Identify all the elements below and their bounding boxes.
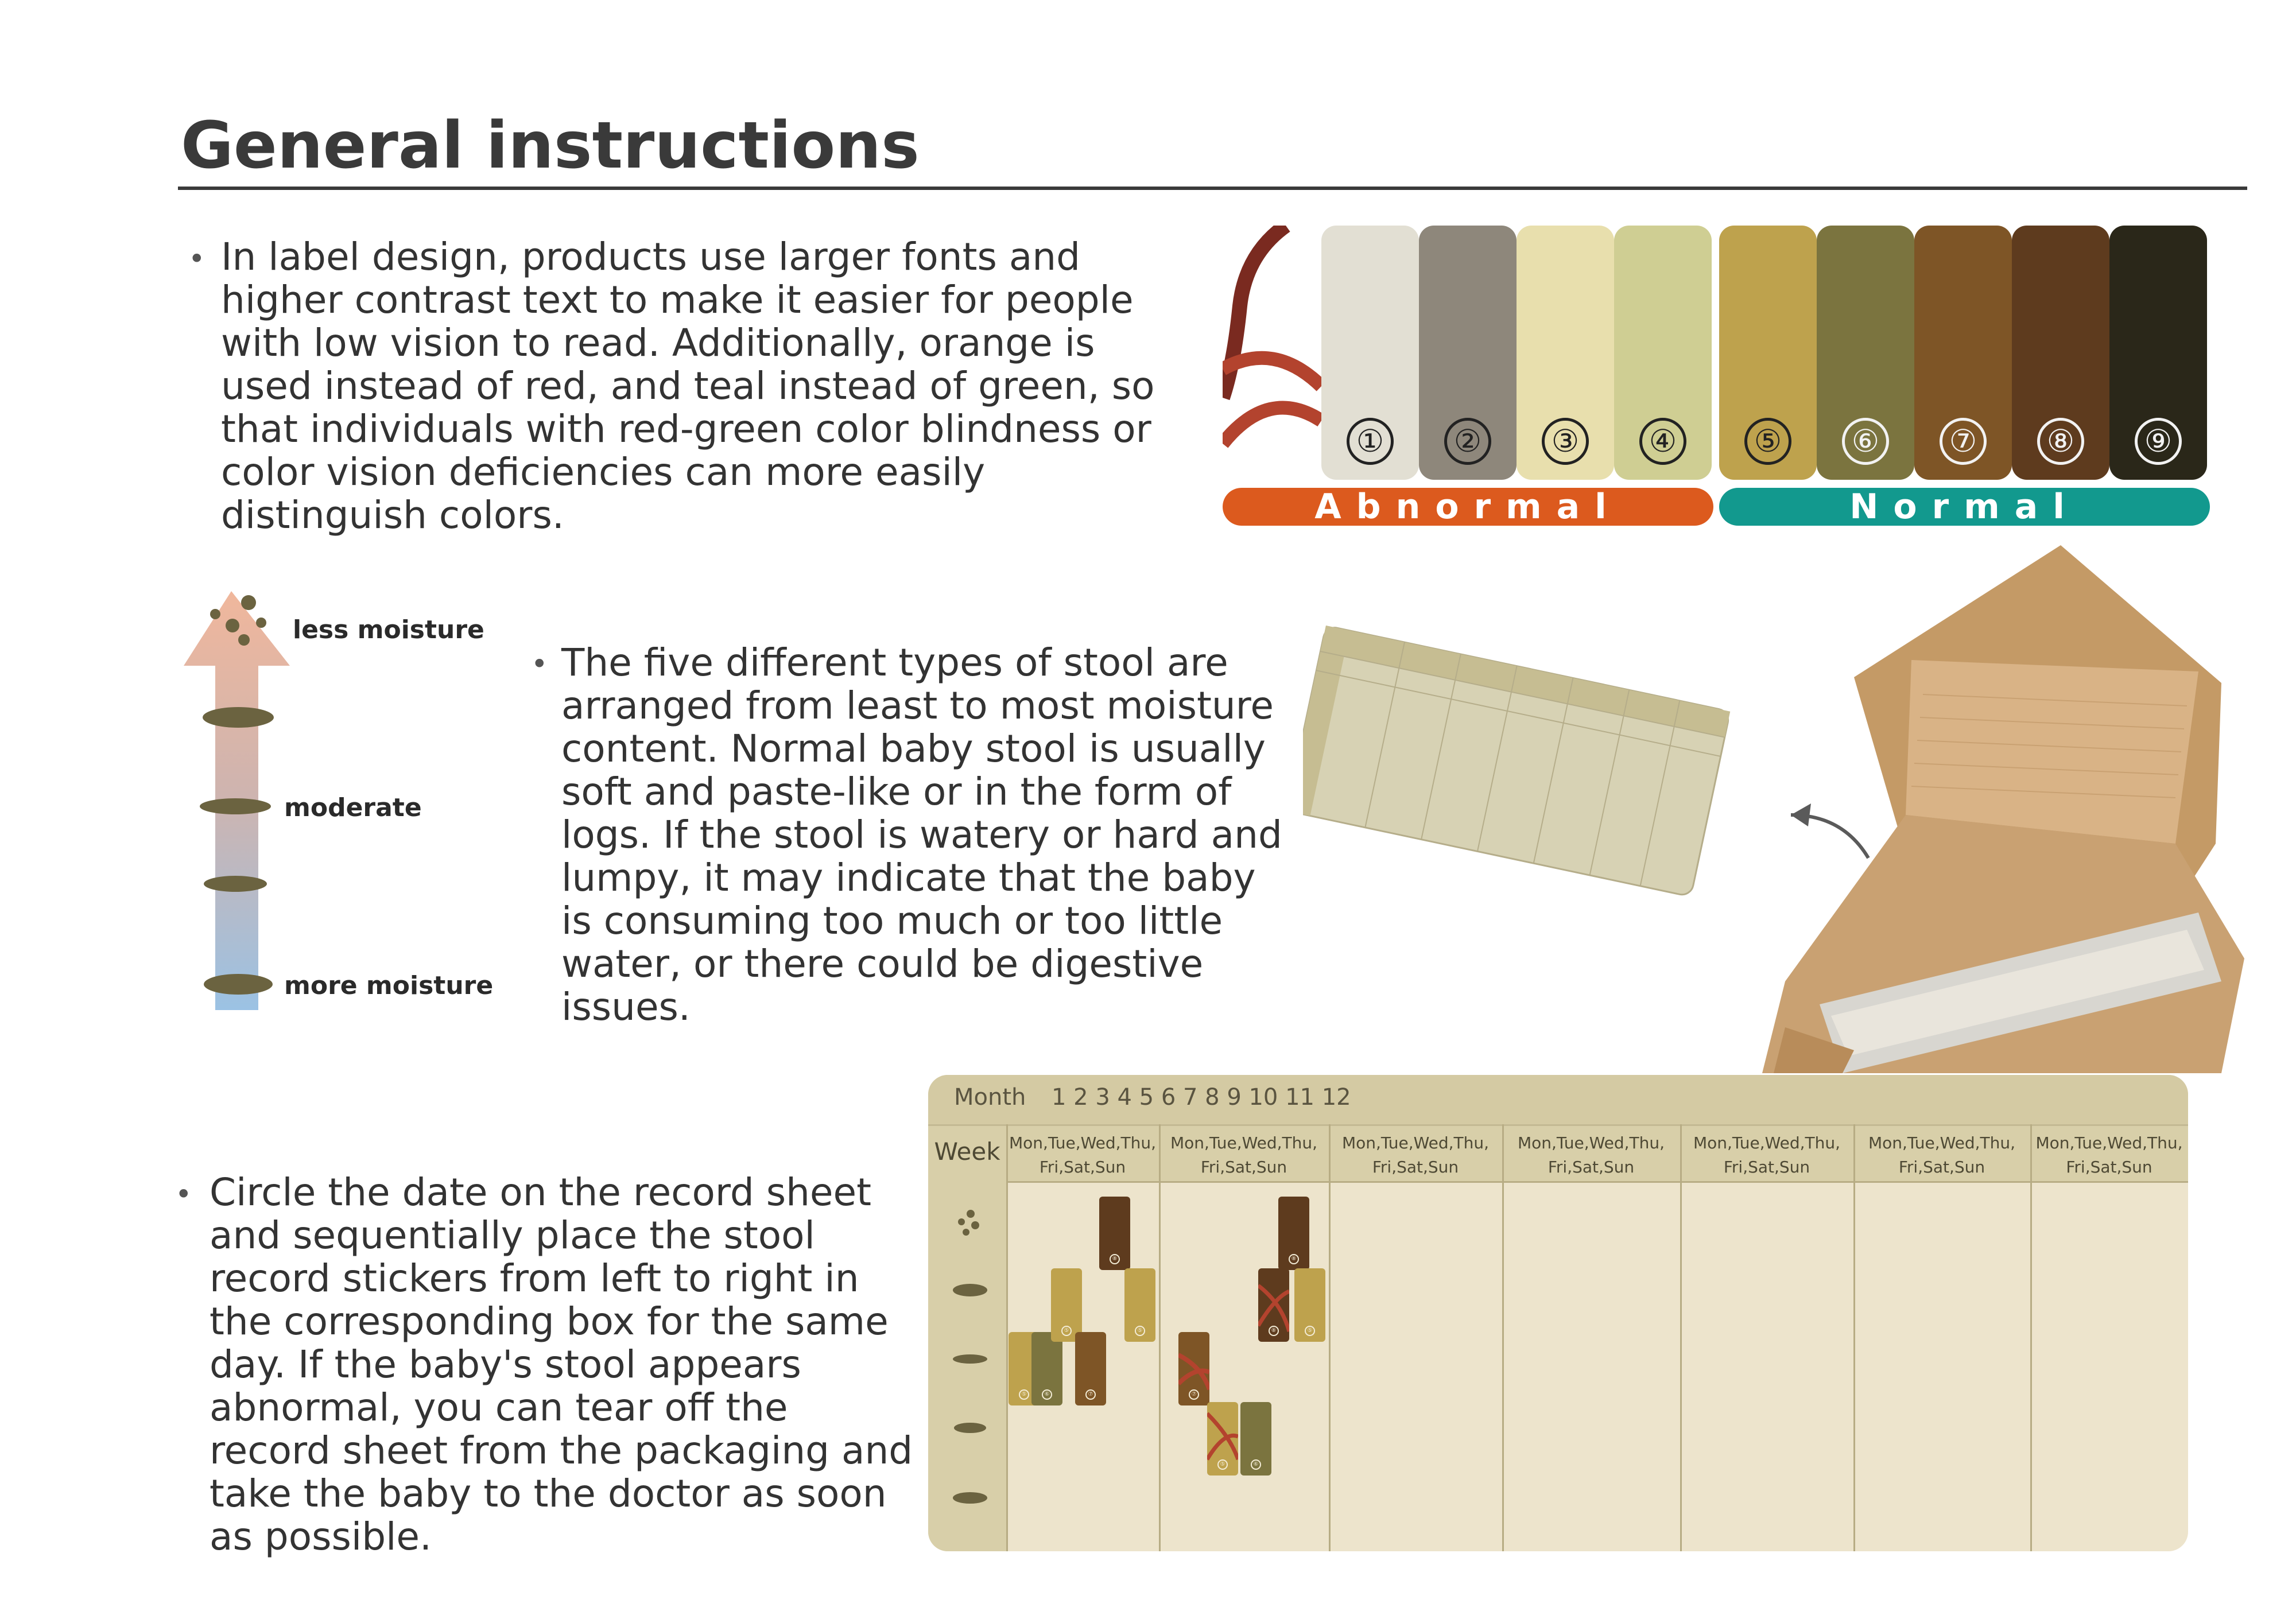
day-column-header[interactable]: Mon,Tue,Wed,Thu, Fri,Sat,Sun [1170,1133,1318,1177]
bullet-icon: • [531,647,548,681]
label-design-paragraph: In label design, products use larger fonts and higher contrast text to make it easier for people with low vision to read. Additionally, orange is used instead of red, and teal instead of green, so that individuals with red-green color blindness or color vision deficiencies can more easily distinguish colors. [221,235,1155,537]
swatch-2 [1419,226,1517,480]
sticker-number: ⑤ [1061,1326,1072,1336]
swatch-9 [2109,226,2207,480]
day-column-header[interactable]: Mon,Tue,Wed,Thu, Fri,Sat,Sun [1693,1133,1841,1177]
sticker-number: ⑧ [1110,1254,1120,1264]
swatch-number: ⑧ [2037,418,2084,465]
sticker-number: ⑦ [1189,1389,1199,1400]
swatch-number: ⑥ [1842,418,1889,465]
record-sticker[interactable] [1124,1268,1155,1342]
soft-blob-stool-icon [950,1419,990,1436]
sticker-number: ⑤ [1019,1389,1029,1400]
sticker-number: ⑥ [1251,1459,1261,1470]
record-sheet [928,1075,2188,1551]
swatch-5 [1719,226,1817,480]
swatch-8 [2012,226,2109,480]
abnormal-record-sticker[interactable] [1207,1402,1238,1476]
record-sticker[interactable] [1031,1332,1062,1405]
swatch-number: ③ [1542,418,1589,465]
column-divider [1680,1124,1682,1551]
swatch-7 [1914,226,2012,480]
bullet-icon: • [188,242,205,275]
column-divider [1006,1124,1008,1551]
day-column-header[interactable]: Mon,Tue,Wed,Thu, Fri,Sat,Sun [2035,1133,2183,1177]
stool-types-paragraph: The five different types of stool are arranged from least to most moisture content. Normal baby stool is usually soft and paste-like or in the form of logs. If the stool is watery or hard and lumpy, it may indicate that the baby is consuming too much or too little water, or there could be digestive issues. [561,640,1282,1029]
moisture-arrow [181,583,296,1010]
sticker-number: ⑧ [1289,1254,1299,1264]
record-sticker[interactable] [1294,1268,1325,1342]
packaging-box-illustration [1303,545,2244,1073]
lumpy-log-stool-icon [950,1282,990,1299]
day-column-header[interactable]: Mon,Tue,Wed,Thu, Fri,Sat,Sun [1009,1133,1157,1177]
swatch-number: ④ [1639,418,1686,465]
abnormal-pattern-swatch [1223,226,1321,480]
swatch-1 [1321,226,1419,480]
week-label: Week [934,1137,1000,1166]
swatch-number: ⑦ [1940,418,1987,465]
month-label: Month [954,1084,1026,1111]
bullet-icon: • [175,1178,192,1211]
record-sticker[interactable] [1278,1197,1309,1270]
month-numbers[interactable]: 1 2 3 4 5 6 7 8 9 10 11 12 [1052,1084,1351,1111]
abnormal-label: Abnormal [1223,488,1713,526]
abnormal-record-sticker[interactable] [1178,1332,1209,1405]
day-column-header[interactable]: Mon,Tue,Wed,Thu, Fri,Sat,Sun [1517,1133,1665,1177]
hard-lumps-stool-icon [950,1207,984,1241]
day-column-header[interactable]: Mon,Tue,Wed,Thu, Fri,Sat,Sun [1341,1133,1490,1177]
column-divider [1329,1124,1331,1551]
abnormal-record-sticker[interactable] [1258,1268,1289,1342]
swatch-number: ② [1444,418,1491,465]
column-divider [2030,1124,2032,1551]
smooth-log-stool-icon [950,1350,990,1368]
swatch-6 [1817,226,1914,480]
sticker-number: ⑧ [1269,1326,1279,1336]
column-divider [1853,1124,1855,1551]
sticker-number: ⑤ [1217,1459,1228,1470]
swatch-3 [1517,226,1614,480]
normal-label: Normal [1719,488,2210,526]
title-divider [178,187,2247,190]
swatch-number: ① [1347,418,1394,465]
sticker-number: ⑦ [1085,1389,1096,1400]
record-sticker[interactable] [1051,1268,1082,1342]
sticker-number: ⑤ [1305,1326,1315,1336]
day-column-header[interactable]: Mon,Tue,Wed,Thu, Fri,Sat,Sun [1868,1133,2016,1177]
swatch-4 [1614,226,1712,480]
page-title: General instructions [181,108,920,183]
record-sticker[interactable] [1075,1332,1106,1405]
swatch-number: ⑨ [2135,418,2182,465]
sticker-number: ⑥ [1042,1389,1052,1400]
watery-stool-icon [950,1488,990,1505]
swatch-number: ⑤ [1744,418,1791,465]
less-moisture-label: less moisture [293,615,484,644]
more-moisture-label: more moisture [284,971,494,1000]
column-divider [1159,1124,1161,1551]
record-sticker[interactable] [1099,1197,1130,1270]
record-sticker[interactable] [1240,1402,1271,1476]
record-instructions-paragraph: Circle the date on the record sheet and sequentially place the stool record stickers from left to right in the corresponding box for the same day. If the baby's stool appears abnormal, you can tear off the record sheet from the packaging and take the baby to the doctor as soon as possible. [210,1170,913,1559]
moderate-label: moderate [284,793,422,822]
sticker-number: ⑤ [1135,1326,1145,1336]
column-divider [1502,1124,1504,1551]
